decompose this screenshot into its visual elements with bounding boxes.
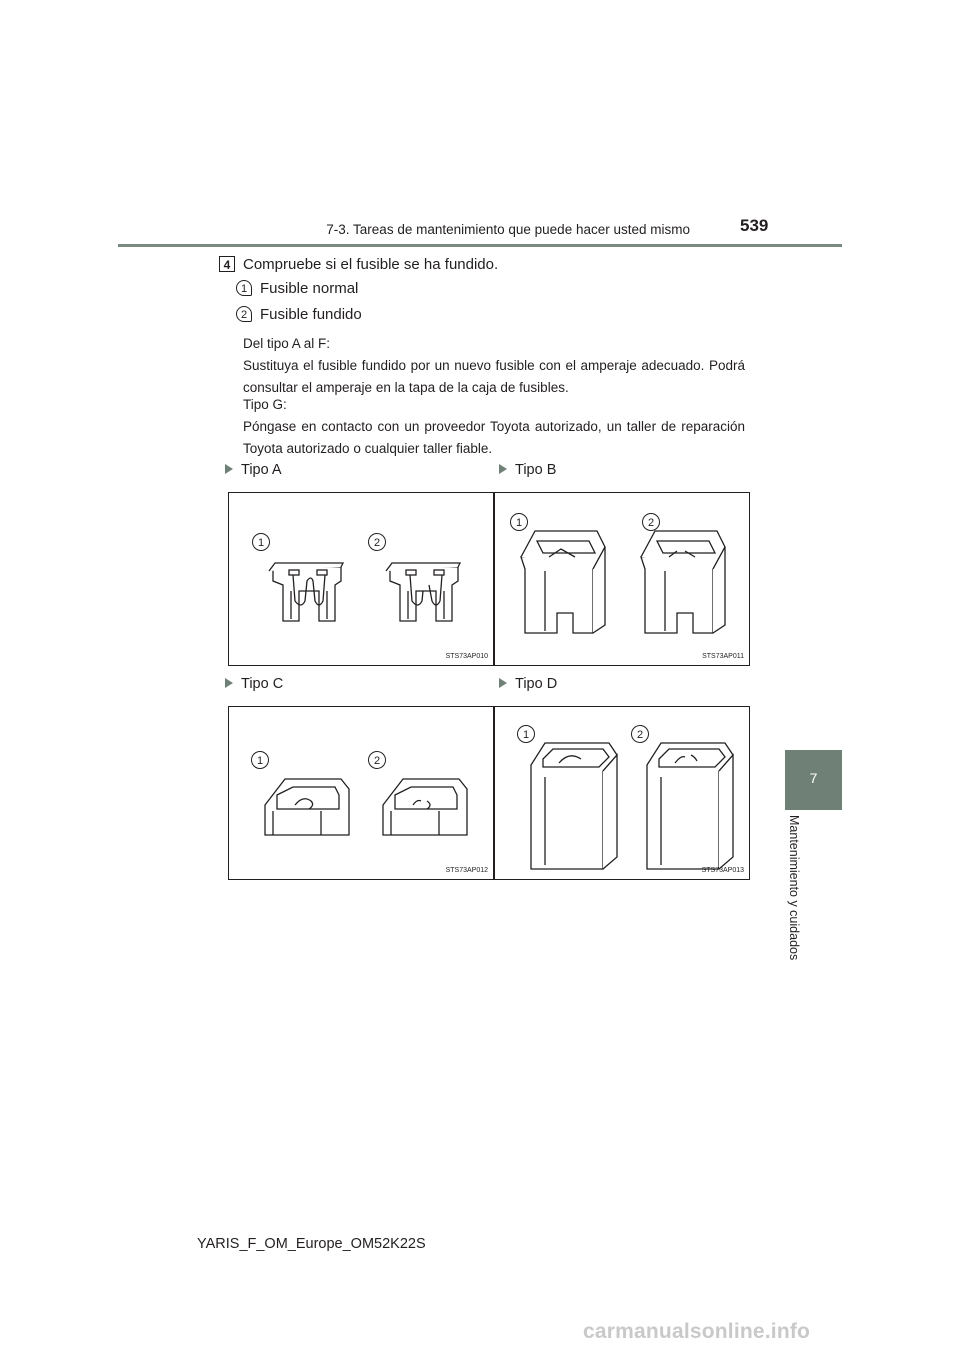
figure-callout-2: 2	[368, 751, 386, 769]
figure-callout-2: 2	[642, 513, 660, 531]
figure-callout-1: 1	[510, 513, 528, 531]
blade-fuse-illustration	[229, 493, 493, 665]
step-number-box: 4	[219, 256, 235, 272]
figure-callout-1: 1	[251, 751, 269, 769]
chapter-tab	[785, 750, 842, 810]
figure-type-a	[228, 492, 494, 666]
type-c-label: Tipo C	[225, 676, 283, 692]
fuse-blown	[386, 563, 460, 621]
type-d-label: Tipo D	[499, 676, 557, 692]
box-fuse-illustration	[229, 707, 493, 879]
page-number: 539	[740, 216, 769, 235]
cartridge-fuse-illustration	[495, 493, 749, 665]
step-text: Compruebe si el fusible se ha fundido.	[243, 256, 499, 273]
figure-callout-1: 1	[517, 725, 535, 743]
triangle-bullet-icon	[499, 678, 507, 688]
document-id: YARIS_F_OM_Europe_OM52K22S	[197, 1236, 426, 1252]
paragraph-type-g	[243, 394, 745, 460]
fuse-blown	[647, 743, 733, 869]
fuse-blown	[383, 779, 467, 835]
chapter-title: Mantenimiento y cuidados	[787, 815, 801, 961]
figure-code: STS73AP012	[445, 867, 488, 874]
section-title: 7-3. Tareas de mantenimiento que puede hacer usted mismo	[326, 222, 690, 237]
type-a-label: Tipo A	[225, 462, 282, 478]
fuse-normal	[531, 743, 617, 869]
figure-code: STS73AP013	[701, 867, 744, 874]
figure-callout-2: 2	[368, 533, 386, 551]
triangle-bullet-icon	[225, 678, 233, 688]
triangle-bullet-icon	[499, 464, 507, 474]
paragraph-heading: Tipo G:	[243, 397, 287, 412]
paragraph-types-a-f	[243, 333, 745, 399]
paragraph-body: Sustituya el fusible fundido por un nuevo fusible con el amperaje adecuado. Podrá consultar el amperaje en la tapa de la caja de fusibles.	[243, 358, 745, 395]
chapter-number: 7	[809, 770, 818, 786]
figure-code: STS73AP011	[702, 653, 744, 660]
watermark: carmanualsonline.info	[583, 1320, 811, 1343]
callout-number-2: 2	[236, 306, 252, 322]
paragraph-body: Póngase en contacto con un proveedor Toyota autorizado, un taller de reparación Toyota autorizado o cualquier taller fiable.	[243, 419, 745, 456]
triangle-bullet-icon	[225, 464, 233, 474]
figure-type-c	[228, 706, 494, 880]
figure-callout-2: 2	[631, 725, 649, 743]
fuse-normal	[265, 779, 349, 835]
figure-type-d	[494, 706, 750, 880]
paragraph-heading: Del tipo A al F:	[243, 336, 331, 351]
figure-code: STS73AP010	[445, 653, 488, 660]
fuse-normal	[269, 563, 343, 621]
figure-callout-1: 1	[252, 533, 270, 551]
type-b-label: Tipo B	[499, 462, 556, 478]
callout-label-blown: Fusible fundido	[260, 306, 362, 323]
fuse-normal	[521, 531, 605, 633]
callout-label-normal: Fusible normal	[260, 280, 359, 297]
chapter-title-wrap	[785, 815, 809, 975]
figure-type-b	[494, 492, 750, 666]
fuse-blown	[641, 531, 725, 633]
callout-number-1: 1	[236, 280, 252, 296]
header-rule	[118, 244, 842, 247]
